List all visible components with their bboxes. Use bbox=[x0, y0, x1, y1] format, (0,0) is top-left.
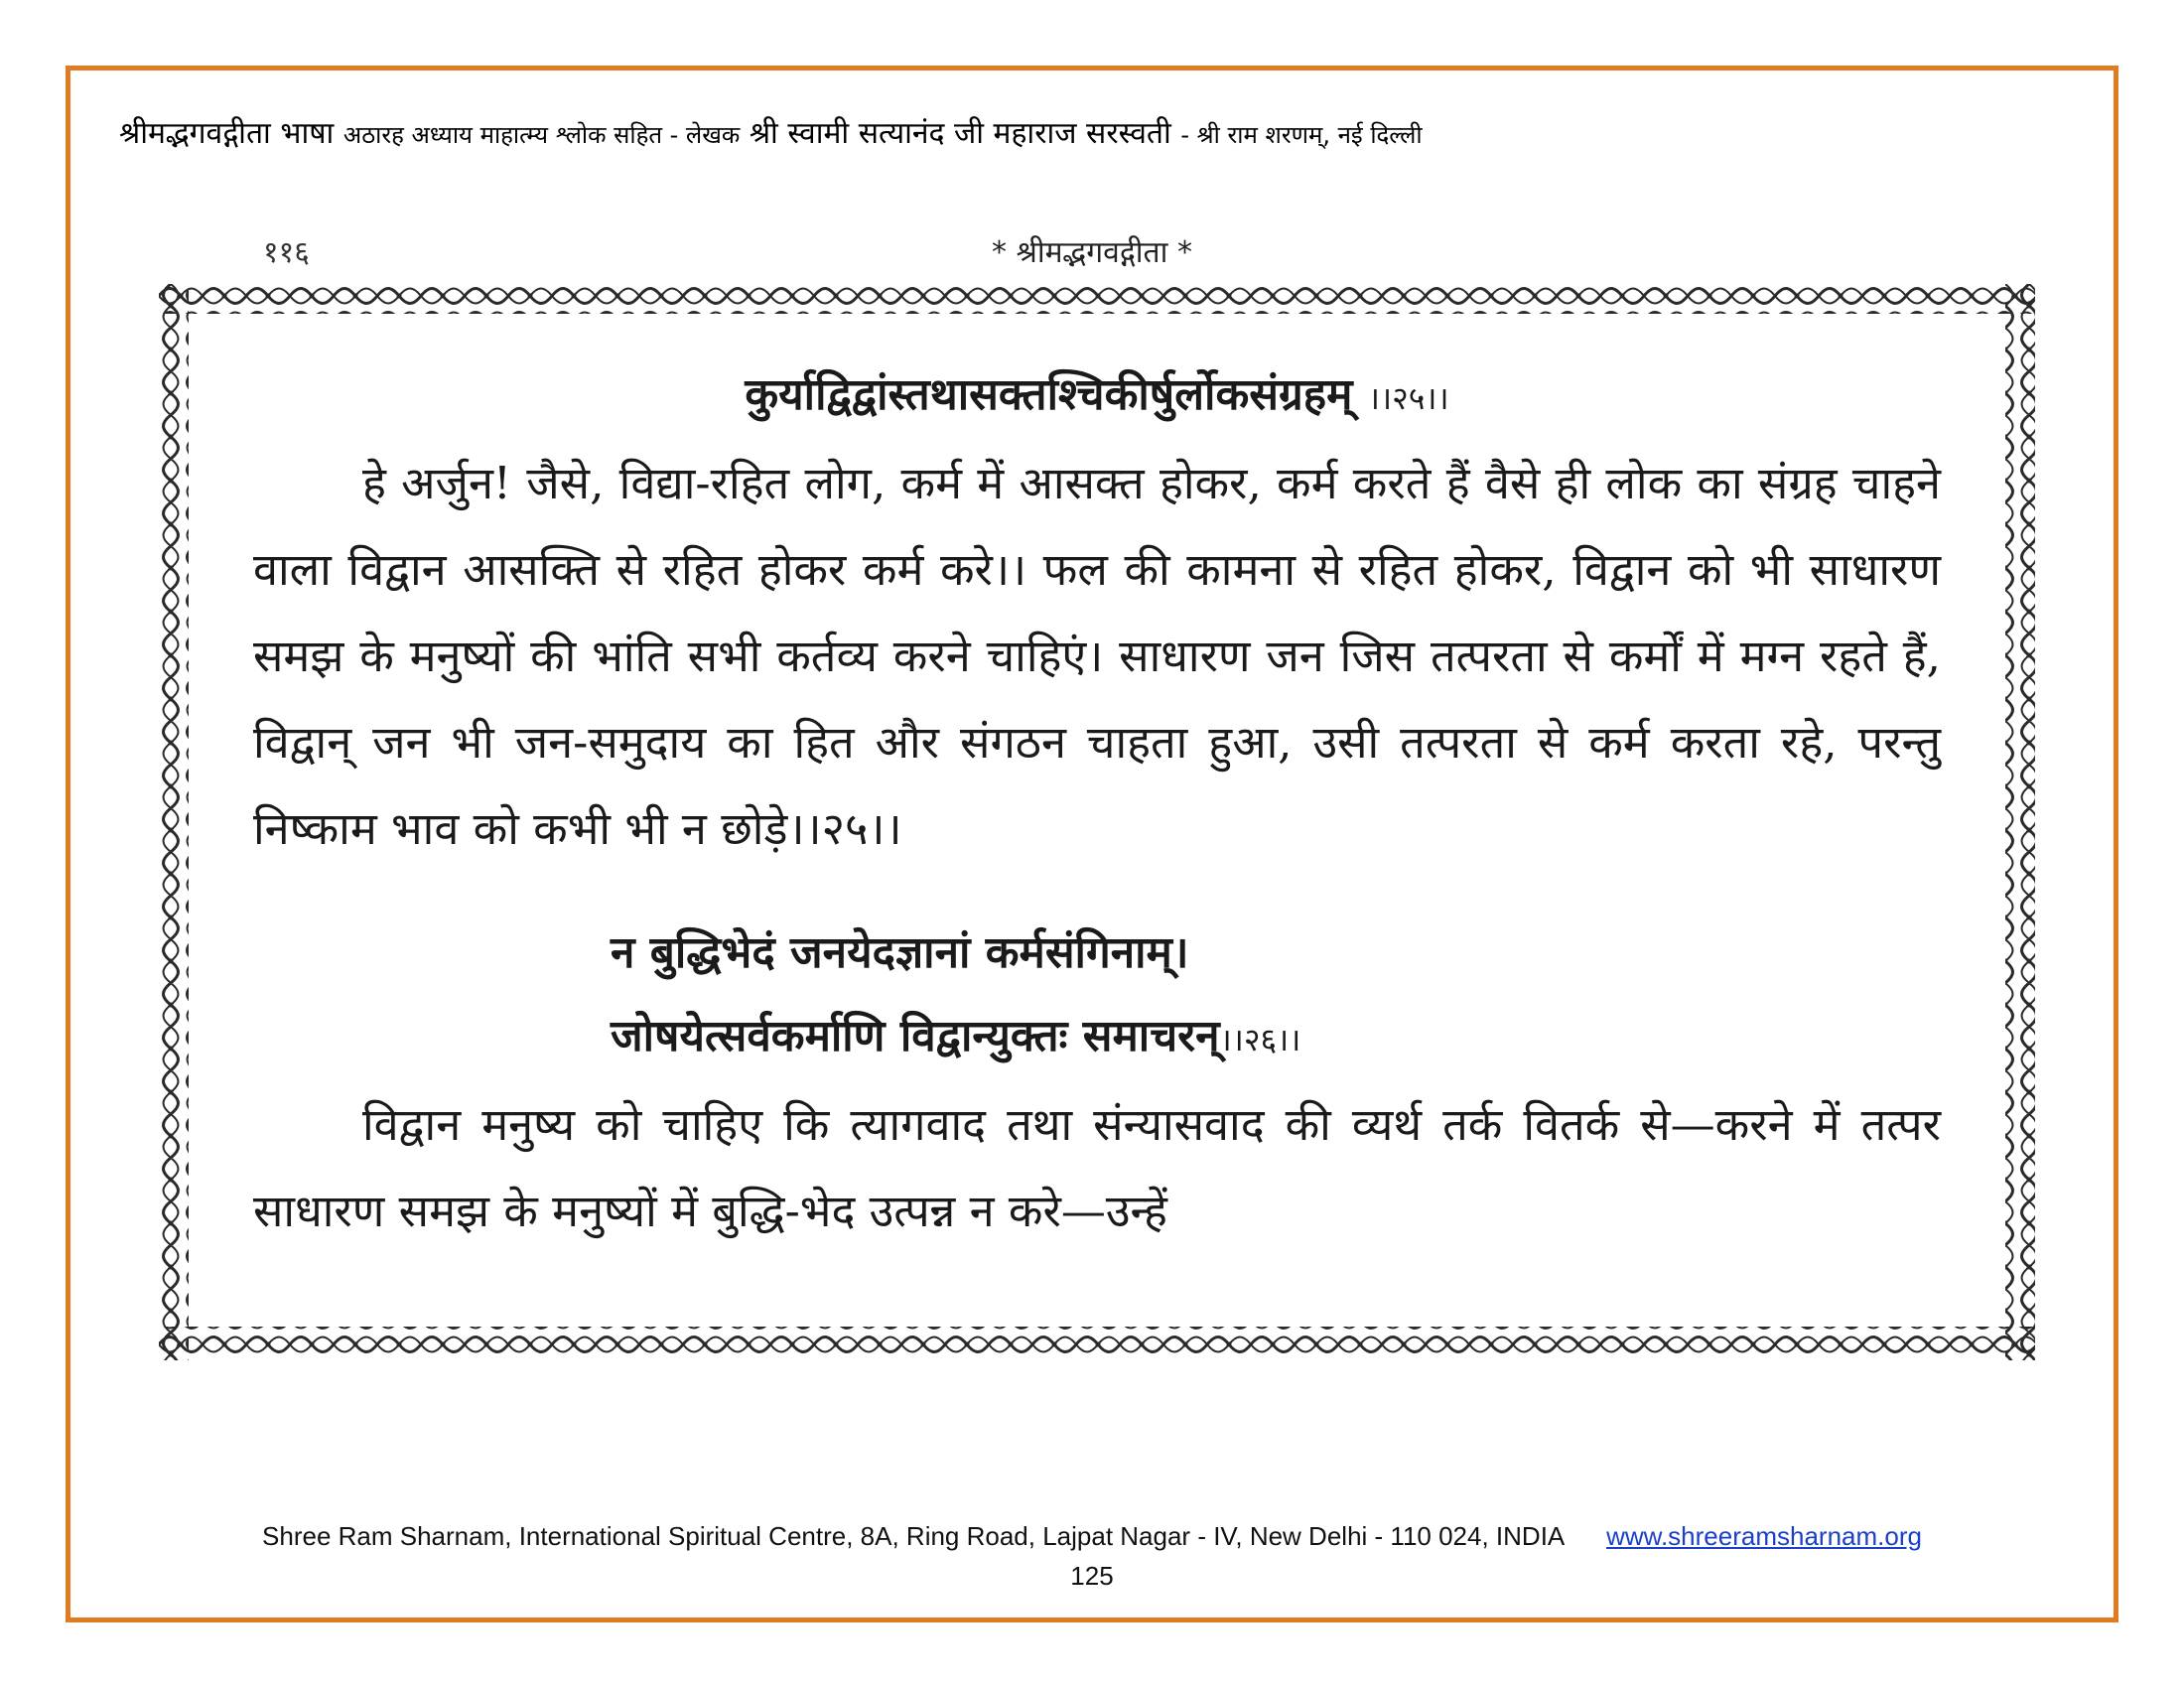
scan-page-number: ११६ bbox=[263, 235, 310, 270]
verse-26 bbox=[253, 912, 1941, 1081]
commentary-25-text: हे अर्जुन! जैसे, विद्या-रहित लोग, कर्म में आसक्त होकर, कर्म करते हैं वैसे ही लोक का संग्रह चाहने वाला विद्वान आसक्ति से रहित होकर कर्म करे।। फल की कामना से रहित होकर, विद्वान को भी साधारण समझ के मनुष्यों की भांति सभी कर्तव्य करने चाहिएं। साधारण जन जिस तत्परता से कर्मों में मग्न रहते हैं, विद्वान् जन भी जन-समुदाय का हित और संगठन चाहता हुआ, उसी तत्परता से कर्म करता रहे, परन्तु निष्काम भाव को कभी भी न छोड़े bbox=[253, 457, 1941, 855]
commentary-26 bbox=[253, 1081, 1941, 1254]
page-number: 125 bbox=[1070, 1561, 1114, 1591]
commentary-26-text: विद्वान मनुष्य को चाहिए कि त्यागवाद तथा संन्यासवाद की व्यर्थ तर्क वितर्क से—करने में तत्पर साधारण समझ के मनुष्यों में बुद्धि-भेद उत्पन्न न करे—उन्हें bbox=[253, 1098, 1941, 1237]
header-author: श्री स्वामी सत्यानंद जी महाराज सरस्वती bbox=[749, 116, 1171, 151]
commentary-25 bbox=[253, 440, 1941, 872]
scan-text-block bbox=[253, 353, 1941, 1254]
verse-26-line-2: जोषयेत्सर्वकर्माणि विद्वान्युक्तः समाचरन् bbox=[611, 1011, 1220, 1061]
website-link[interactable]: www.shreeramsharnam.org bbox=[1606, 1521, 1922, 1551]
header-title-sub: अठारह अध्याय माहात्म्य श्लोक सहित - लेखक bbox=[342, 121, 741, 149]
footer-address: Shree Ram Sharnam, International Spiritual Centre, 8A, Ring Road, Lajpat Nagar - IV, New Delhi - 110 024, INDIA bbox=[262, 1521, 1564, 1551]
border-left bbox=[159, 284, 189, 1360]
header-title-main: श्रीमद्भगवद्गीता भाषा bbox=[119, 116, 335, 151]
header-publisher: - श्री राम शरणम्, नई दिल्ली bbox=[1180, 121, 1423, 149]
verse-25-text: कुर्याद्विद्वांस्तथासक्तश्चिकीर्षुर्लोकसंग्रहम् bbox=[745, 369, 1353, 420]
commentary-25-number: ।।२५।। bbox=[787, 802, 902, 855]
border-bottom bbox=[159, 1327, 2035, 1356]
border-top bbox=[159, 284, 2035, 314]
verse-26-number: ।।२६।। bbox=[1219, 1021, 1301, 1058]
verse-25-number: ।।२५।। bbox=[1367, 379, 1449, 417]
border-right bbox=[2005, 284, 2035, 1360]
verse-25 bbox=[253, 353, 1941, 440]
verse-26-line-1: न बुद्धिभेदं जनयेदज्ञानां कर्मसंगिनाम्। bbox=[611, 927, 1189, 978]
running-header bbox=[119, 111, 2065, 152]
footer bbox=[0, 1521, 2184, 1552]
scan-book-title: * श्रीमद्भगवद्गीता * bbox=[992, 235, 1192, 270]
ornamental-frame bbox=[159, 284, 2035, 1360]
